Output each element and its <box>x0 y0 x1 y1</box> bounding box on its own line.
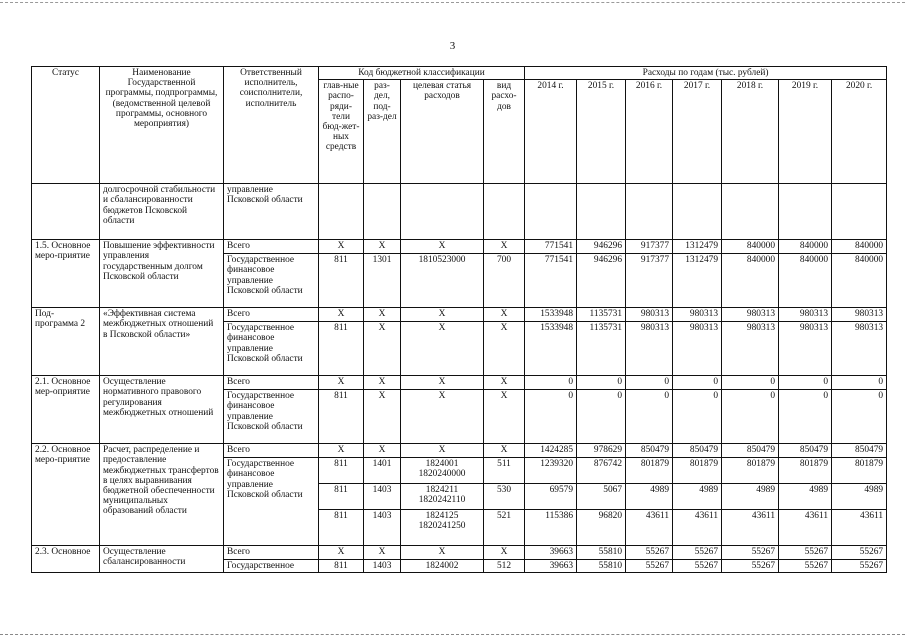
header-responsible: Ответственный исполнитель, соисполнители, исполнитель <box>224 67 319 184</box>
value-cell: 980313 <box>779 308 832 322</box>
value-cell: 0 <box>832 390 887 444</box>
rz-cell: 1301 <box>364 254 401 308</box>
value-cell: 0 <box>577 376 626 390</box>
status-cell: 2.3. Основное <box>32 546 100 573</box>
csr-cell: 1824002 <box>401 560 484 573</box>
vr-cell: 521 <box>484 510 525 546</box>
name-cell: долгосрочной стабильности и сбалансированности бюджетов Псковской области <box>100 184 224 240</box>
rz-cell: 1403 <box>364 560 401 573</box>
responsible-cell: управление Псковской области <box>224 184 319 240</box>
rz-cell: X <box>364 444 401 458</box>
responsible-cell: Государственное финансовое управление Псковской области <box>224 458 319 546</box>
header-expenses-group: Расходы по годам (тыс. рублей) <box>525 67 887 80</box>
value-cell: 980313 <box>722 308 779 322</box>
value-cell: 876742 <box>577 458 626 484</box>
value-cell: 801879 <box>626 458 673 484</box>
status-cell <box>32 184 100 240</box>
value-cell: 1239320 <box>525 458 577 484</box>
value-cell: 55810 <box>577 560 626 573</box>
grbs-cell: 811 <box>319 322 364 376</box>
value-cell: 1135731 <box>577 322 626 376</box>
csr-cell: X <box>401 322 484 376</box>
scan-edge-top <box>0 2 905 3</box>
value-cell: 850479 <box>779 444 832 458</box>
value-cell: 43611 <box>722 510 779 546</box>
value-cell: 850479 <box>832 444 887 458</box>
header-rzpr: раз-дел, под-раз-дел <box>364 80 401 184</box>
csr-cell: X <box>401 546 484 560</box>
grbs-cell: 811 <box>319 390 364 444</box>
vr-cell: 700 <box>484 254 525 308</box>
header-grbs: глав-ные распо-ряди-тели бюд-жет-ных средств <box>319 80 364 184</box>
value-cell: 1312479 <box>673 240 722 254</box>
table-row <box>32 376 887 390</box>
grbs-cell: X <box>319 308 364 322</box>
grbs-cell: 811 <box>319 484 364 510</box>
value-cell: 4989 <box>779 484 832 510</box>
value-cell: 4989 <box>722 484 779 510</box>
value-cell: 43611 <box>673 510 722 546</box>
value-cell: 69579 <box>525 484 577 510</box>
value-cell: 0 <box>626 376 673 390</box>
header-year: 2019 г. <box>779 80 832 184</box>
value-cell: 55267 <box>626 560 673 573</box>
status-cell: 2.2. Основное меро-приятие <box>32 444 100 546</box>
value-cell: 5067 <box>577 484 626 510</box>
value-cell: 39663 <box>525 560 577 573</box>
value-cell: 980313 <box>832 308 887 322</box>
vr-cell: X <box>484 322 525 376</box>
value-cell: 980313 <box>722 322 779 376</box>
csr-cell: X <box>401 308 484 322</box>
grbs-cell: X <box>319 240 364 254</box>
value-cell: 917377 <box>626 240 673 254</box>
value-cell: 946296 <box>577 254 626 308</box>
value-cell: 801879 <box>779 458 832 484</box>
budget-table <box>31 66 887 573</box>
grbs-cell: 811 <box>319 254 364 308</box>
value-cell: 55810 <box>577 546 626 560</box>
table-row <box>32 444 887 458</box>
responsible-cell: Всего <box>224 308 319 322</box>
value-cell: 55267 <box>779 560 832 573</box>
rz-cell: 1403 <box>364 510 401 546</box>
value-cell: 0 <box>577 390 626 444</box>
value-cell: 771541 <box>525 254 577 308</box>
value-cell: 0 <box>779 390 832 444</box>
value-cell: 771541 <box>525 240 577 254</box>
csr-cell: 1824125 1820241250 <box>401 510 484 546</box>
value-cell: 980313 <box>673 322 722 376</box>
value-cell: 0 <box>722 390 779 444</box>
value-cell: 43611 <box>779 510 832 546</box>
name-cell: Повышение эффективности управления государственным долгом Псковской области <box>100 240 224 308</box>
grbs-cell: 811 <box>319 510 364 546</box>
value-cell: 850479 <box>626 444 673 458</box>
rz-cell: X <box>364 240 401 254</box>
value-cell: 917377 <box>626 254 673 308</box>
responsible-cell: Всего <box>224 444 319 458</box>
table-row <box>32 546 887 560</box>
csr-cell: X <box>401 376 484 390</box>
value-cell: 96820 <box>577 510 626 546</box>
value-cell: 1424285 <box>525 444 577 458</box>
header-year: 2018 г. <box>722 80 779 184</box>
responsible-cell: Государственное финансовое управление Псковской области <box>224 254 319 308</box>
value-cell: 850479 <box>722 444 779 458</box>
value-cell: 0 <box>626 390 673 444</box>
value-cell: 0 <box>832 376 887 390</box>
value-cell: 840000 <box>779 254 832 308</box>
name-cell: Осуществление нормативного правового регулирования межбюджетных отношений <box>100 376 224 444</box>
value-cell: 115386 <box>525 510 577 546</box>
vr-cell: X <box>484 390 525 444</box>
value-cell: 1533948 <box>525 308 577 322</box>
value-cell: 840000 <box>779 240 832 254</box>
value-cell: 850479 <box>673 444 722 458</box>
csr-cell: X <box>401 390 484 444</box>
responsible-cell: Всего <box>224 240 319 254</box>
value-cell: 1533948 <box>525 322 577 376</box>
csr-cell: 1810523000 <box>401 254 484 308</box>
csr-cell: 1824211 1820242110 <box>401 484 484 510</box>
value-cell: 946296 <box>577 240 626 254</box>
value-cell: 978629 <box>577 444 626 458</box>
value-cell: 55267 <box>832 560 887 573</box>
value-cell: 0 <box>779 376 832 390</box>
header-name: Наименование Государственной программы, подпрограммы, (ведомственной целевой программы, основного мероприятия) <box>100 67 224 184</box>
value-cell: 801879 <box>673 458 722 484</box>
csr-cell: 1824001 1820240000 <box>401 458 484 484</box>
responsible-cell: Всего <box>224 376 319 390</box>
value-cell: 55267 <box>722 546 779 560</box>
value-cell: 4989 <box>673 484 722 510</box>
header-vr: вид расхо-дов <box>484 80 525 184</box>
value-cell: 0 <box>525 390 577 444</box>
value-cell: 43611 <box>626 510 673 546</box>
value-cell: 980313 <box>626 308 673 322</box>
rz-cell: X <box>364 376 401 390</box>
rz-cell: 1403 <box>364 484 401 510</box>
vr-cell: X <box>484 240 525 254</box>
name-cell: «Эффективная система межбюджетных отношений в Псковской области» <box>100 308 224 376</box>
header-year: 2014 г. <box>525 80 577 184</box>
vr-cell: X <box>484 308 525 322</box>
csr-cell: X <box>401 444 484 458</box>
grbs-cell: 811 <box>319 560 364 573</box>
value-cell: 0 <box>673 390 722 444</box>
header-year: 2017 г. <box>673 80 722 184</box>
name-cell: Расчет, распределение и предоставление межбюджетных трансфертов в целях выравнивания бюджетной обеспеченности муниципальных образований области <box>100 444 224 546</box>
responsible-cell: Всего <box>224 546 319 560</box>
status-cell: 2.1. Основное мер-оприятие <box>32 376 100 444</box>
vr-cell: X <box>484 376 525 390</box>
value-cell: 39663 <box>525 546 577 560</box>
rz-cell: X <box>364 322 401 376</box>
value-cell: 801879 <box>832 458 887 484</box>
value-cell: 840000 <box>832 240 887 254</box>
grbs-cell: X <box>319 376 364 390</box>
vr-cell: 512 <box>484 560 525 573</box>
vr-cell: X <box>484 546 525 560</box>
header-year: 2020 г. <box>832 80 887 184</box>
value-cell: 1312479 <box>673 254 722 308</box>
header-csr: целевая статья расходов <box>401 80 484 184</box>
value-cell: 980313 <box>673 308 722 322</box>
rz-cell: X <box>364 390 401 444</box>
value-cell: 0 <box>673 376 722 390</box>
header-year: 2016 г. <box>626 80 673 184</box>
value-cell: 1135731 <box>577 308 626 322</box>
value-cell: 0 <box>722 376 779 390</box>
rz-cell: 1401 <box>364 458 401 484</box>
continuation-row <box>32 184 887 240</box>
value-cell: 4989 <box>626 484 673 510</box>
grbs-cell: 811 <box>319 458 364 484</box>
value-cell: 840000 <box>832 254 887 308</box>
vr-cell: 511 <box>484 458 525 484</box>
value-cell: 55267 <box>779 546 832 560</box>
value-cell: 55267 <box>832 546 887 560</box>
header-year: 2015 г. <box>577 80 626 184</box>
status-cell: Под-программа 2 <box>32 308 100 376</box>
value-cell: 980313 <box>626 322 673 376</box>
vr-cell: 530 <box>484 484 525 510</box>
value-cell: 4989 <box>832 484 887 510</box>
value-cell: 980313 <box>779 322 832 376</box>
value-cell: 55267 <box>673 546 722 560</box>
name-cell: Осуществление сбалансированности <box>100 546 224 573</box>
vr-cell: X <box>484 444 525 458</box>
value-cell: 801879 <box>722 458 779 484</box>
value-cell: 0 <box>525 376 577 390</box>
grbs-cell: X <box>319 444 364 458</box>
value-cell: 55267 <box>722 560 779 573</box>
responsible-cell: Государственное финансовое управление Псковской области <box>224 322 319 376</box>
header-code-group: Код бюджетной классификации <box>319 67 525 80</box>
responsible-cell: Государственное финансовое управление Псковской области <box>224 390 319 444</box>
value-cell: 55267 <box>626 546 673 560</box>
header-status: Статус <box>32 67 100 184</box>
rz-cell: X <box>364 308 401 322</box>
table-row <box>32 240 887 254</box>
value-cell: 840000 <box>722 240 779 254</box>
table-row <box>32 308 887 322</box>
rz-cell: X <box>364 546 401 560</box>
value-cell: 55267 <box>673 560 722 573</box>
status-cell: 1.5. Основное меро-приятие <box>32 240 100 308</box>
responsible-cell: Государственное <box>224 560 319 573</box>
csr-cell: X <box>401 240 484 254</box>
page-number: 3 <box>449 40 456 52</box>
value-cell: 43611 <box>832 510 887 546</box>
value-cell: 840000 <box>722 254 779 308</box>
value-cell: 980313 <box>832 322 887 376</box>
scan-edge-bottom <box>0 634 905 635</box>
grbs-cell: X <box>319 546 364 560</box>
